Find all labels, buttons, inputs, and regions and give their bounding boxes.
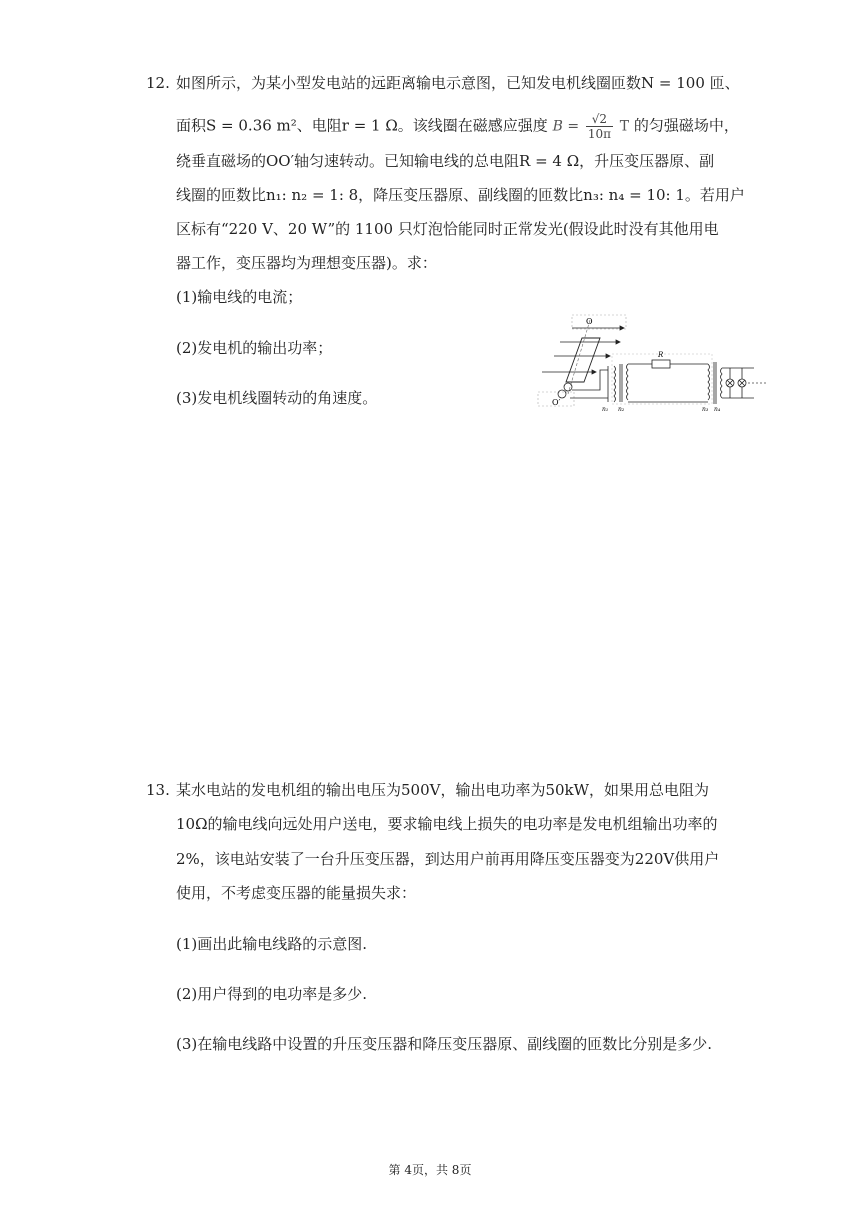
label-o-top: O: [586, 317, 593, 326]
label-n3: n₃: [702, 406, 709, 413]
formula-lhs: B =: [552, 118, 580, 135]
q13-line-1: 某水电站的发电机组的输出电压为500V，输出电功率为50kW，如果用总电阻为: [176, 781, 710, 799]
q12-sub-2: (2)发电机的输出功率；: [176, 339, 333, 357]
lamp-icon-2: [738, 379, 746, 387]
q12-line-2: [176, 112, 739, 141]
formula-denominator: 10π: [587, 127, 611, 141]
magnetic-field-arrows: [542, 326, 624, 374]
lamp-icon: [726, 379, 734, 387]
q12-line-2-tail: 的匀强磁场中，: [633, 116, 739, 135]
magnetic-field-formula: [553, 112, 630, 141]
resistor-icon: [652, 360, 670, 368]
q12-line-5: 区标有“220 V、20 W”的 1100 只灯泡恰能同时正常发光(假设此时没有其他用电: [176, 220, 719, 238]
q13-line-3: 2%，该电站安装了一台升压变压器，到达用户前再用降压变压器变为220V供用户: [176, 850, 720, 868]
q12-line-1: 如图所示，为某小型发电站的远距离输电示意图，已知发电机线圈匝数N = 100 匝、: [176, 74, 740, 92]
q12-sub-1: (1)输电线的电流；: [176, 288, 303, 306]
question-13-number: 13.: [146, 781, 170, 799]
q13-sub-1: (1)画出此输电线路的示意图.: [176, 935, 368, 953]
slip-ring-icon: [558, 390, 566, 398]
q12-line-2-text: 面积S = 0.36 m²、电阻r = 1 Ω。该线圈在磁感应强度: [176, 116, 548, 135]
label-o-bottom: O′: [552, 398, 561, 407]
q13-sub-3: (3)在输电线路中设置的升压变压器和降压变压器原、副线圈的匝数比分别是多少.: [176, 1035, 713, 1053]
question-12-number: 12.: [146, 74, 170, 92]
q12-sub-3: (3)发电机线圈转动的角速度。: [176, 389, 378, 407]
step-down-transformer-icon: [708, 362, 722, 404]
slip-ring-icon-2: [564, 383, 572, 391]
label-resistor: R: [658, 351, 664, 359]
coil-icon: [566, 338, 600, 382]
transmission-diagram-svg: [532, 310, 768, 416]
q13-sub-2: (2)用户得到的电功率是多少.: [176, 985, 368, 1003]
step-up-transformer-icon: [608, 364, 628, 402]
label-n4: n₄: [714, 406, 721, 413]
q13-line-4: 使用，不考虑变压器的能量损失求：: [176, 884, 417, 902]
formula-unit: T: [619, 118, 630, 135]
label-n1: n₁: [602, 406, 609, 413]
q12-line-6: 器工作，变压器均为理想变压器)。求：: [176, 254, 437, 272]
q12-line-3: 绕垂直磁场的OO′轴匀速转动。已知输电线的总电阻R = 4 Ω，升压变压器原、副: [176, 152, 715, 170]
label-n2: n₂: [618, 406, 625, 413]
q12-line-4: 线圈的匝数比n₁: n₂ = 1: 8，降压变压器原、副线圈的匝数比n₃: n₄ = 10: 1。若用户: [176, 186, 745, 204]
transmission-diagram: [532, 310, 768, 416]
page-footer: 第 4页，共 8页: [388, 1163, 472, 1177]
formula-numerator: √2: [586, 112, 613, 127]
q13-line-2: 10Ω的输电线向远处用户送电，要求输电线上损失的电功率是发电机组输出功率的: [176, 815, 718, 833]
label-box-top: [572, 315, 626, 329]
formula-fraction: [586, 112, 613, 141]
rotation-axis: [568, 320, 590, 394]
